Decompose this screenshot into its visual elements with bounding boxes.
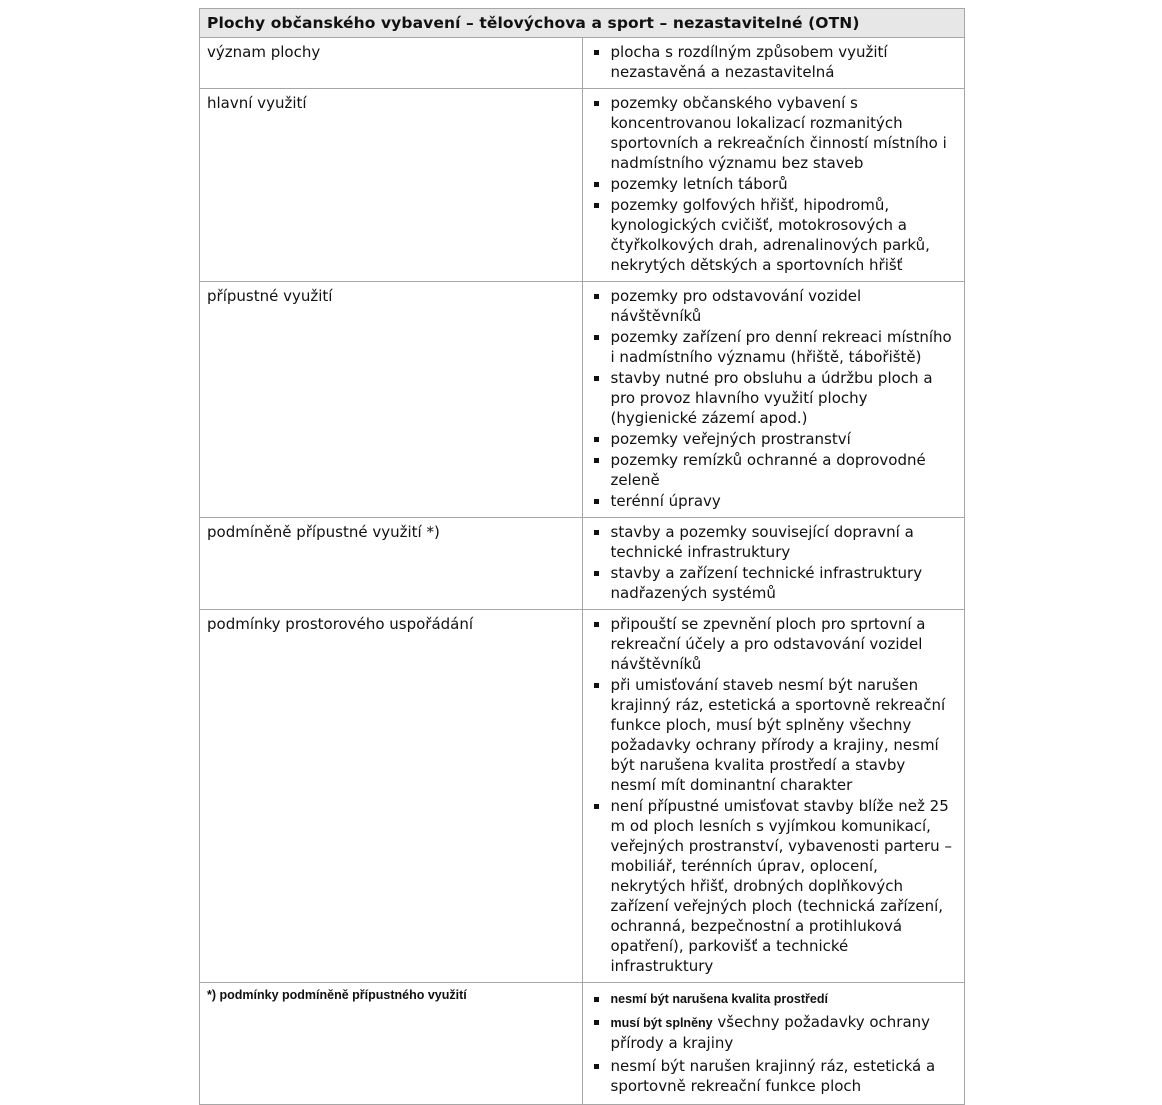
bullet-icon [594, 571, 599, 576]
bullet-icon [594, 1064, 599, 1069]
list-item [589, 796, 955, 976]
bullet-icon [594, 294, 599, 299]
bullet-icon [594, 437, 599, 442]
row-content [582, 282, 965, 518]
list-item [589, 614, 955, 674]
row-label-pripustne-vyuziti: přípustné využití [200, 282, 583, 518]
list-item-text: stavby a pozemky související dopravní a technické infrastruktury [610, 523, 914, 561]
zoning-spec-table [199, 8, 965, 1105]
row-content [582, 89, 965, 282]
list-item-text: pozemky golfových hřišť, hipodromů, kynologických cvičišť, motokrosových a čtyřkolkových drah, adrenalinových parků, nekrytých dětských a sportovních hřišť [610, 196, 930, 274]
list-item [589, 195, 955, 275]
bullet-icon [594, 1020, 599, 1025]
list-item [589, 675, 955, 795]
list-item-text: pozemky veřejných prostranství [610, 430, 851, 448]
list-item [589, 1012, 955, 1053]
list-item-text-normal-part: všechny požadavky ochrany přírody a krajiny [610, 1013, 931, 1052]
list-item-text: stavby a zařízení technické infrastruktury nadřazených systémů [610, 564, 923, 602]
table-row [200, 518, 965, 610]
list-item-text [611, 1012, 955, 1053]
table-row [200, 89, 965, 282]
bullet-icon [594, 499, 599, 504]
list-item-text: nesmí být narušen krajinný ráz, estetická a sportovně rekreační funkce ploch [610, 1057, 936, 1095]
list-item-text: pozemky občanského vybavení s koncentrovanou lokalizací rozmanitých sportovních a rekreačních činností místního i nadmístního významu bez staveb [610, 94, 947, 172]
table-row [200, 610, 965, 983]
row-content [582, 38, 965, 89]
list-item [589, 429, 955, 449]
row-content [582, 518, 965, 610]
list-item [589, 174, 955, 194]
bullet-icon [594, 530, 599, 535]
list-item-text: pozemky letních táborů [610, 175, 788, 193]
bullet-icon [594, 376, 599, 381]
bullet-icon [594, 182, 599, 187]
list-item [589, 1056, 955, 1096]
table-footnote-row [200, 983, 965, 1105]
list-item-text: pozemky zařízení pro denní rekreaci místního i nadmístního významu (hřiště, tábořiště) [610, 328, 952, 366]
row-label-podminky-prostoroveho-usporadani: podmínky prostorového uspořádání [200, 610, 583, 983]
table-row [200, 282, 965, 518]
list-item-text: není přípustné umisťovat stavby blíže než 25 m od ploch lesních s vyjímkou komunikací, veřejných prostranství, vybavenosti parteru – mobiliář, terénních úprav, oplocení, nekrytých hřišť, drobných doplňkových zařízení veřejných ploch (technická zařízení, ochranná, bezpečnostní a protihluková opatření), parkovišť a technické infrastruktury [610, 797, 952, 975]
row-label-vyznam-plochy: význam plochy [200, 38, 583, 89]
table-row [200, 38, 965, 89]
list-item [589, 450, 955, 490]
row-label-podminene-pripustne-vyuziti: podmíněně přípustné využití *) [200, 518, 583, 610]
row-label-hlavni-vyuziti: hlavní využití [200, 89, 583, 282]
list-item-text: plocha s rozdílným způsobem využití nezastavěná a nezastavitelná [610, 43, 888, 81]
row-label-podminky-podminene-pripustneho-vyuziti: *) podmínky podmíněně přípustného využití [200, 983, 583, 1105]
bullet-icon [594, 203, 599, 208]
zoning-spec-document [199, 8, 965, 1105]
bullet-icon [594, 683, 599, 688]
list-item-text-small-part: musí být splněny [610, 1016, 713, 1030]
bullet-icon [594, 458, 599, 463]
list-item-text: připouští se zpevnění ploch pro sprtovní a rekreační účely a pro odstavování vozidel návštěvníků [610, 615, 926, 673]
bullet-icon [594, 997, 599, 1002]
list-item-text: stavby nutné pro obsluhu a údržbu ploch a pro provoz hlavního využití plochy (hygienické zázemí apod.) [610, 369, 933, 427]
bullet-icon [594, 50, 599, 55]
list-item [589, 327, 955, 367]
row-content [582, 983, 965, 1105]
list-item [589, 42, 955, 82]
list-item-text: pozemky pro odstavování vozidel návštěvníků [610, 287, 862, 325]
list-item [589, 522, 955, 562]
list-item-text: pozemky remízků ochranné a doprovodné zeleně [610, 451, 926, 489]
list-item [589, 491, 955, 511]
list-item [589, 93, 955, 173]
table-header-row [200, 9, 965, 38]
list-item [589, 989, 955, 1009]
list-item-text: terénní úpravy [610, 492, 721, 510]
bullet-icon [594, 804, 599, 809]
bullet-icon [594, 101, 599, 106]
list-item-text: nesmí být narušena kvalita prostředí [610, 992, 828, 1006]
row-content [582, 610, 965, 983]
list-item [589, 286, 955, 326]
list-item [589, 368, 955, 428]
table-title: Plochy občanského vybavení – tělovýchova a sport – nezastavitelné (OTN) [200, 9, 965, 38]
bullet-icon [594, 335, 599, 340]
bullet-icon [594, 622, 599, 627]
list-item [589, 563, 955, 603]
list-item-text: při umisťování staveb nesmí být narušen krajinný ráz, estetická a sportovně rekreační funkce ploch, musí být splněny všechny požadavky ochrany přírody a krajiny, nesmí být narušena kvalita prostředí a stavby nesmí mít dominantní charakter [610, 676, 946, 794]
